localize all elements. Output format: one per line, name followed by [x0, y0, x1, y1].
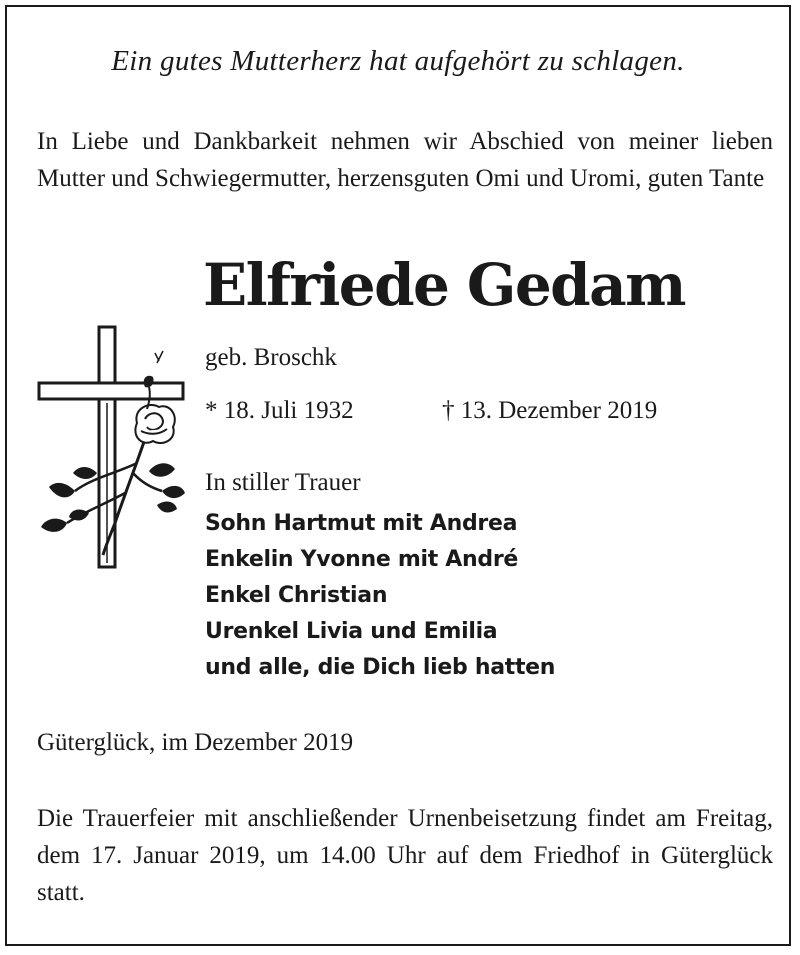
deceased-name: Elfriede Gedam — [203, 251, 685, 319]
mourner-line: Enkel Christian — [205, 583, 388, 608]
mourners-list — [205, 506, 555, 686]
place-date: Güterglück, im Dezember 2019 — [37, 729, 354, 756]
birth-date: * 18. Juli 1932 — [205, 397, 354, 424]
death-date: † 13. Dezember 2019 — [442, 397, 658, 424]
maiden-name: geb. Broschk — [205, 344, 337, 371]
mourner-line: Urenkel Livia und Emilia — [205, 619, 498, 644]
headline: Ein gutes Mutterherz hat aufgehört zu schlagen. — [111, 45, 685, 77]
mourner-line: Sohn Hartmut mit Andrea — [205, 511, 518, 536]
mourning-intro: In stiller Trauer — [205, 469, 361, 496]
mourner-line: und alle, die Dich lieb hatten — [205, 655, 556, 680]
obituary-notice — [5, 5, 791, 946]
service-info: Die Trauerfeier mit anschließender Urnenbeisetzung findet am Freitag, dem 17. Januar 2019, um 14.00 Uhr auf dem Friedhof in Güterglück statt. — [37, 805, 773, 906]
cross-with-rose-icon — [37, 323, 187, 578]
mourner-line: Enkelin Yvonne mit André — [205, 547, 518, 572]
intro-text: In Liebe und Dankbarkeit nehmen wir Abschied von meiner lieben Mutter und Schwiegermutter, herzensguten Omi und Uromi, guten Tante — [37, 128, 773, 192]
